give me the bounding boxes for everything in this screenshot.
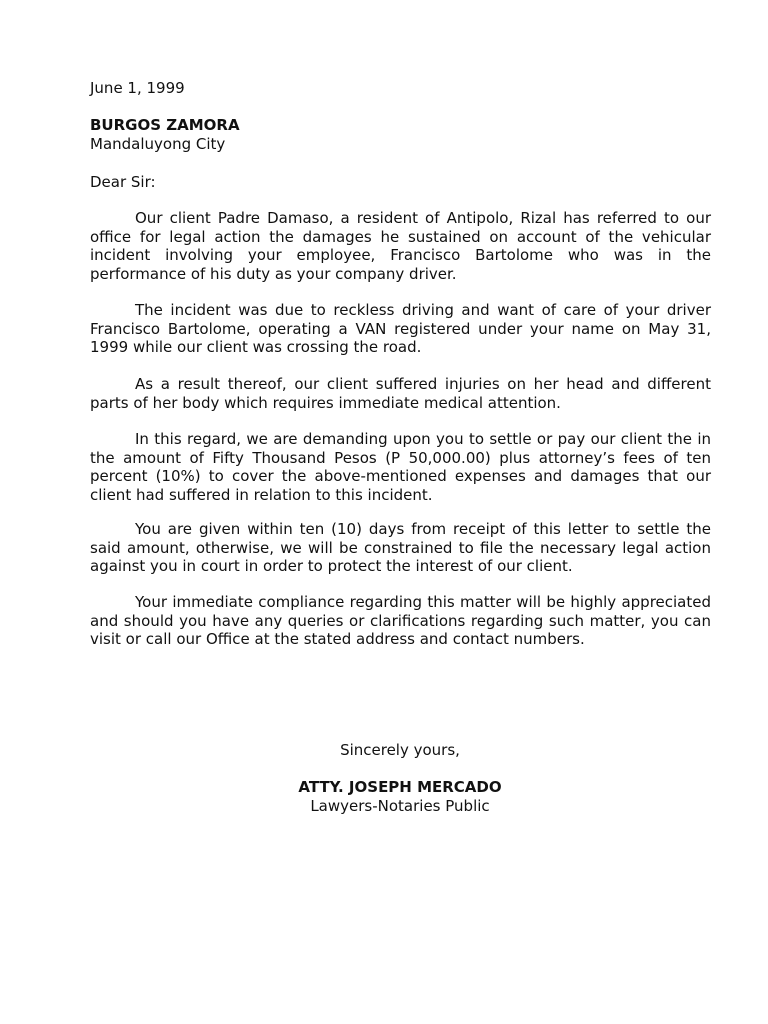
body-paragraph: In this regard, we are demanding upon you to settle or pay our client the in the amount of Fifty Thousand Pesos (P 50,000.00) plus attorney’s fees of ten percent (10%) to cover the above-mentioned expenses and damages that our client had suffered in relation to this incident. xyxy=(90,430,711,504)
letter-date: June 1, 1999 xyxy=(90,79,185,97)
body-paragraph: Your immediate compliance regarding this matter will be highly appreciated and should you have any queries or clarifications regarding such matter, you can visit or call our Office at the stated address and contact numbers. xyxy=(90,593,711,648)
body-paragraph: As a result thereof, our client suffered injuries on her head and different parts of her body which requires immediate medical attention. xyxy=(90,375,711,412)
body-paragraph: You are given within ten (10) days from receipt of this letter to settle the said amount, otherwise, we will be constrained to file the necessary legal action against you in court in order to protect the interest of our client. xyxy=(90,520,711,575)
body-paragraph: The incident was due to reckless driving and want of care of your driver Francisco Bartolome, operating a VAN registered under your name on May 31, 1999 while our client was crossing the road. xyxy=(90,301,711,356)
signer-title: Lawyers-Notaries Public xyxy=(310,796,490,815)
signature-block xyxy=(230,778,570,815)
addressee-city: Mandaluyong City xyxy=(90,134,226,153)
signer-name: ATTY. JOSEPH MERCADO xyxy=(298,778,502,796)
addressee-name: BURGOS ZAMORA xyxy=(90,116,240,134)
closing: Sincerely yours, xyxy=(340,741,460,759)
salutation: Dear Sir: xyxy=(90,173,156,191)
addressee xyxy=(90,116,711,153)
body-paragraph: Our client Padre Damaso, a resident of Antipolo, Rizal has referred to our office for legal action the damages he sustained on account of the vehicular incident involving your employee, Francisco Bartolome who was in the performance of his duty as your company driver. xyxy=(90,209,711,283)
